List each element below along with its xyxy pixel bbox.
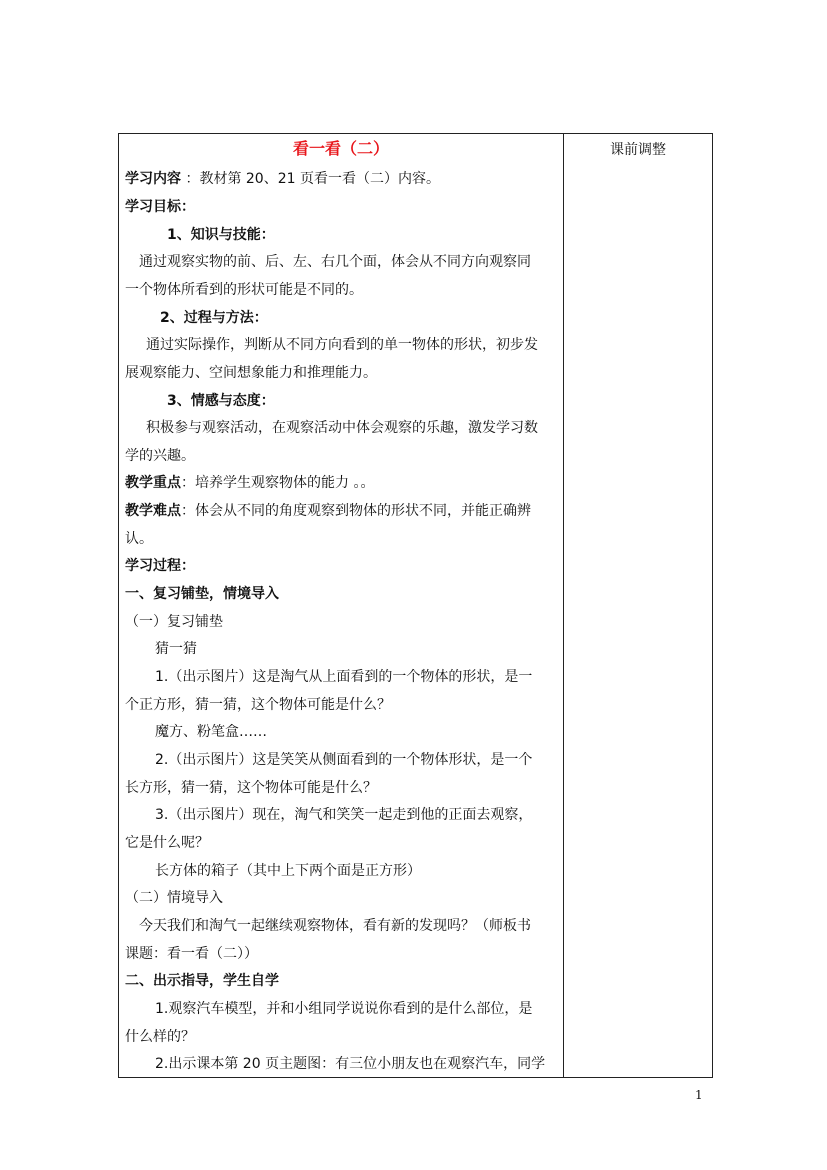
paragraph-line: 2.出示课本第 20 页主题图：有三位小朋友也在观察汽车，同学 (155, 1056, 546, 1072)
paragraph-line: 它是什么呢？ (125, 835, 209, 851)
paragraph-line: 长方形，猜一猜，这个物体可能是什么？ (125, 780, 377, 796)
paragraph-line: 课题：看一看（二）） (125, 946, 258, 962)
subsection-heading: （一）复习铺垫 (125, 614, 223, 630)
difficulty-label: 教学难点 (125, 503, 181, 519)
paragraph-line: 3.（出示图片）现在，淘气和笑笑一起走到他的正面去观察， (155, 807, 533, 823)
paragraph-line: 通过观察实物的前、后、左、右几个面，体会从不同方向观察同 (139, 254, 531, 270)
paragraph-line: 展观察能力、空间想象能力和推理能力。 (125, 365, 377, 381)
paragraph-line: 一个物体所看到的形状可能是不同的。 (125, 282, 363, 298)
process-heading: 学习过程： (125, 558, 195, 574)
key-point-text: ：培养学生观察物体的能力 。。 (181, 475, 375, 491)
adjustment-header: 课前调整 (610, 142, 666, 158)
paragraph-line: 积极参与观察活动，在观察活动中体会观察的乐趣，激发学习数 (146, 420, 538, 436)
section-heading: 一、复习铺垫，情境导入 (125, 586, 279, 602)
section-heading: 二、出示指导，学生自学 (125, 973, 279, 989)
lesson-content-cell (119, 134, 563, 1077)
difficulty-text: ：体会从不同的角度观察到物体的形状不同，并能正确辨 (181, 503, 531, 519)
key-point-label: 教学重点 (125, 475, 181, 491)
key-point-line (125, 473, 374, 493)
paragraph-line: 学的兴趣。 (125, 448, 195, 464)
lesson-title: 看一看（二） (292, 139, 389, 158)
content-text: ：教材第 20、21 页看一看（二）内容。 (181, 171, 440, 187)
paragraph-line: 通过实际操作，判断从不同方向看到的单一物体的形状，初步发 (146, 337, 538, 353)
subheading-process: 2、过程与方法： (160, 310, 268, 326)
paragraph-line: 1.（出示图片）这是淘气从上面看到的一个物体的形状，是一 (155, 669, 533, 685)
paragraph-line: 个正方形，猜一猜，这个物体可能是什么？ (125, 697, 391, 713)
subheading-knowledge: 1、知识与技能： (167, 227, 275, 243)
paragraph-line: 1.观察汽车模型，并和小组同学说说你看到的是什么部位，是 (155, 1001, 533, 1017)
page-number: 1 (695, 1088, 703, 1102)
objectives-heading: 学习目标： (125, 199, 195, 215)
content-label: 学习内容 (125, 171, 181, 187)
paragraph-line: 猜一猜 (155, 641, 197, 657)
paragraph-line: 什么样的？ (125, 1029, 195, 1045)
content-line (125, 169, 440, 189)
paragraph-line: 今天我们和淘气一起继续观察物体，看有新的发现吗？（师板书 (139, 918, 531, 934)
difficulty-line (125, 501, 531, 521)
subheading-attitude: 3、情感与态度： (167, 393, 275, 409)
paragraph-line: 魔方、粉笔盒…… (155, 724, 267, 740)
paragraph-line: 认。 (125, 531, 153, 547)
adjustment-cell (564, 134, 712, 1077)
subsection-heading: （二）情境导入 (125, 890, 223, 906)
lesson-table (118, 133, 713, 1078)
paragraph-line: 长方体的箱子（其中上下两个面是正方形） (155, 863, 421, 879)
paragraph-line: 2.（出示图片）这是笑笑从侧面看到的一个物体形状，是一个 (155, 752, 533, 768)
